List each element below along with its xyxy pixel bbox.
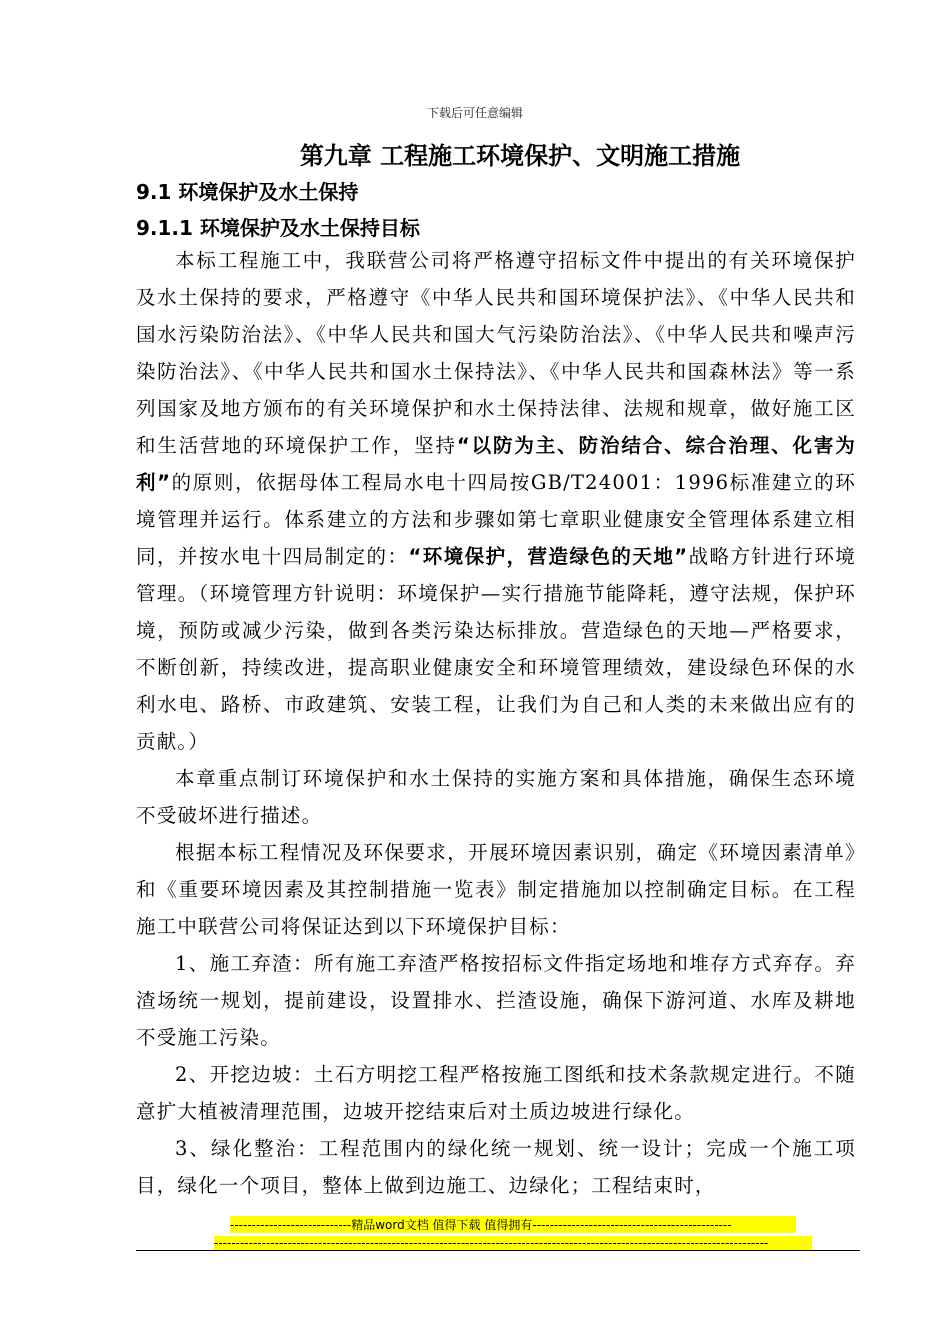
paragraph-intro-part-2: 的原则，依据母体工程局水电十四局按GB/T24001：1996标准建立的环境管理并运行。体系建立的方法和步骤如第七章职业健康安全管理体系建立相同，并按水电十四局制定的： [136,471,856,568]
section-heading-9-1: 9.1 环境保护及水土保持 [136,180,359,204]
footer-dash-line: -------------------------------------------------------------------------------------------------------------------------------- [214,1236,812,1250]
section-heading-9-1-1: 9.1.1 环境保护及水土保持目标 [136,216,420,240]
paragraph-intro [136,242,856,760]
footer-banner: ----------------------------精品word文档 值得下载 值得拥有---------------------------------------------- [230,1216,796,1233]
header-note: 下载后可任意编辑 [426,106,523,120]
principle-emphasis: “以防为主、防治结合、综合治理、化害为利” [136,434,856,494]
paragraph-item-1: 1、施工弃渣：所有施工弃渣严格按招标文件指定场地和堆存方式弃存。弃渣场统一规划，提前建设，设置排水、拦渣设施，确保下游河道、水库及耕地不受施工污染。 [136,952,856,1049]
paragraph-item-2: 2、开挖边坡：土石方明挖工程严格按施工图纸和技术条款规定进行。不随意扩大植被清理范围，边坡开挖结束后对土质边坡进行绿化。 [136,1063,856,1123]
paragraph-focus: 本章重点制订环境保护和水土保持的实施方案和具体措施，确保生态环境不受破坏进行描述。 [136,767,856,827]
paragraph-targets: 根据本标工程情况及环保要求，开展环境因素识别，确定《环境因素清单》和《重要环境因素及其控制措施一览表》制定措施加以控制确定目标。在工程施工中联营公司将保证达到以下环境保护目标： [136,841,856,938]
body-text [136,242,856,1204]
paragraph-intro-part-3: 战略方针进行环境管理。（环境管理方针说明：环境保护—实行措施节能降耗，遵守法规，保护环境，预防或减少污染，做到各类污染达标排放。营造绿色的天地—严格要求，不断创新，持续改进，提高职业健康安全和环境管理绩效，建设绿色环保的水利水电、路桥、市政建筑、安装工程，让我们为自己和人类的未来做出应有的贡献。） [136,545,856,753]
strategy-emphasis: “环境保护，营造绿色的天地” [408,545,689,568]
chapter-title: 第九章 工程施工环境保护、文明施工措施 [299,142,741,170]
paragraph-item-3: 3、绿化整治：工程范围内的绿化统一规划、统一设计；完成一个施工项目，绿化一个项目，整体上做到边施工、边绿化；工程结束时， [136,1137,856,1197]
paragraph-intro-part-1: 本标工程施工中，我联营公司将严格遵守招标文件中提出的有关环境保护及水土保持的要求，严格遵守《中华人民共和国环境保护法》、《中华人民共和国水污染防治法》、《中华人民共和国大气污染防治法》、《中华人民共和噪声污染防治法》、《中华人民共和国水土保持法》、《中华人民共和国森林法》等一系列国家及地方颁布的有关环境保护和水土保持法律、法规和规章，做好施工区和生活营地的环境保护工作，坚持 [136,249,856,457]
footer-rule [136,1250,860,1251]
